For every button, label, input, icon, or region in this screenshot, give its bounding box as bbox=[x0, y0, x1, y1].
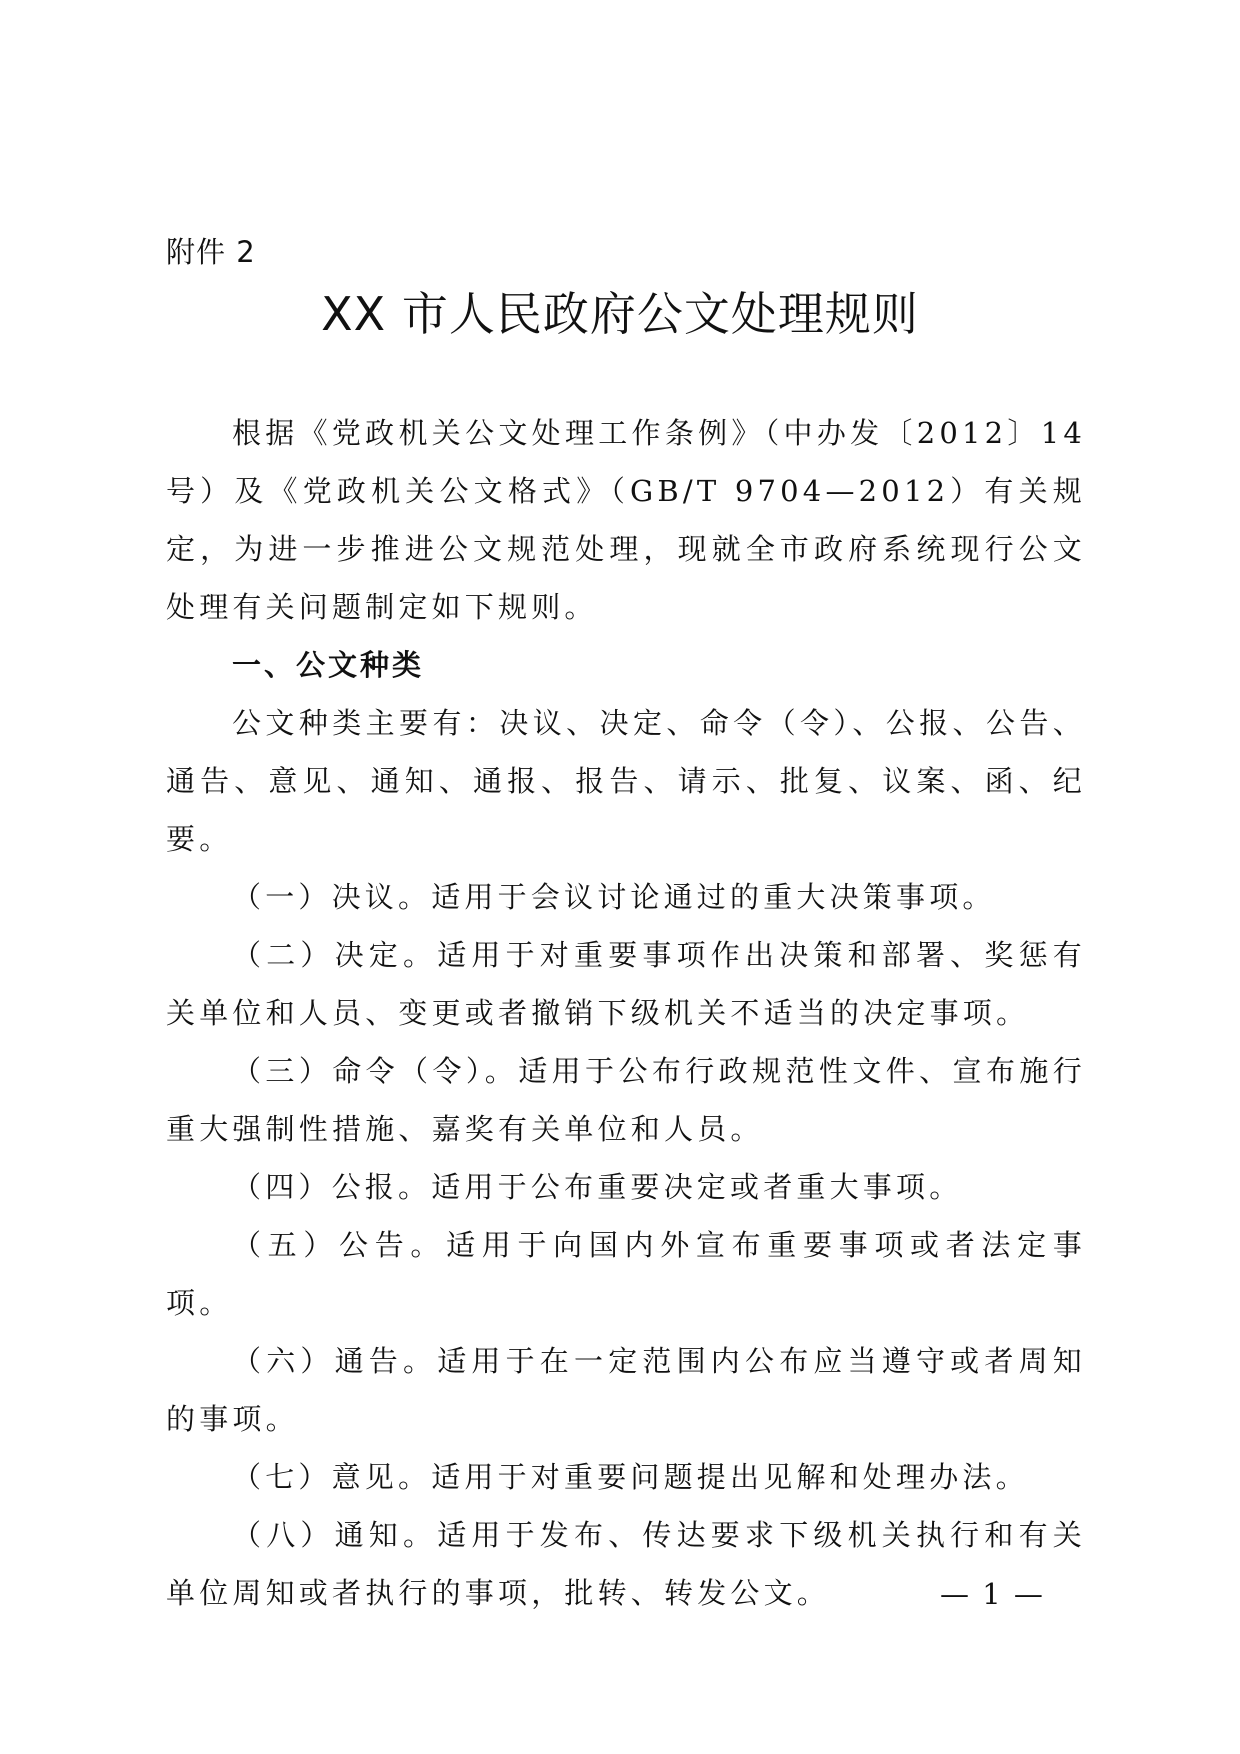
item-order: （三）命令（令）。适用于公布行政规范性文件、宣布施行重大强制性措施、嘉奖有关单位和人员。 bbox=[166, 1054, 1086, 1146]
item-announcement: （五）公告。适用于向国内外宣布重要事项或者法定事项。 bbox=[166, 1228, 1086, 1320]
intro-paragraph: 根据《党政机关公文处理工作条例》（中办发〔2012〕14 号）及《党政机关公文格式》（GB/T 9704—2012）有关规定，为进一步推进公文规范处理，现就全市政府系统现行公文处理有关问题制定如下规则。 bbox=[166, 416, 1086, 624]
document-body bbox=[166, 404, 1086, 1622]
types-paragraph: 公文种类主要有：决议、决定、命令（令）、公报、公告、通告、意见、通知、通报、报告、请示、批复、议案、函、纪要。 bbox=[166, 706, 1086, 856]
page-number: — 1 — bbox=[940, 1577, 1045, 1611]
item-resolution: （一）决议。适用于会议讨论通过的重大决策事项。 bbox=[232, 880, 996, 914]
attachment-label: 附件 2 bbox=[166, 235, 256, 269]
section-heading: 一、公文种类 bbox=[232, 648, 425, 682]
item-communique: （四）公报。适用于公布重要决定或者重大事项。 bbox=[232, 1170, 963, 1204]
document-title: XX 市人民政府公文处理规则 bbox=[321, 287, 919, 341]
item-notification: （八）通知。适用于发布、传达要求下级机关执行和有关单位周知或者执行的事项，批转、转发公文。 bbox=[166, 1518, 1086, 1610]
item-decision: （二）决定。适用于对重要事项作出决策和部署、奖惩有关单位和人员、变更或者撤销下级机关不适当的决定事项。 bbox=[166, 938, 1086, 1030]
item-opinion: （七）意见。适用于对重要问题提出见解和处理办法。 bbox=[232, 1460, 1029, 1494]
item-public-notice: （六）通告。适用于在一定范围内公布应当遵守或者周知的事项。 bbox=[166, 1344, 1086, 1436]
